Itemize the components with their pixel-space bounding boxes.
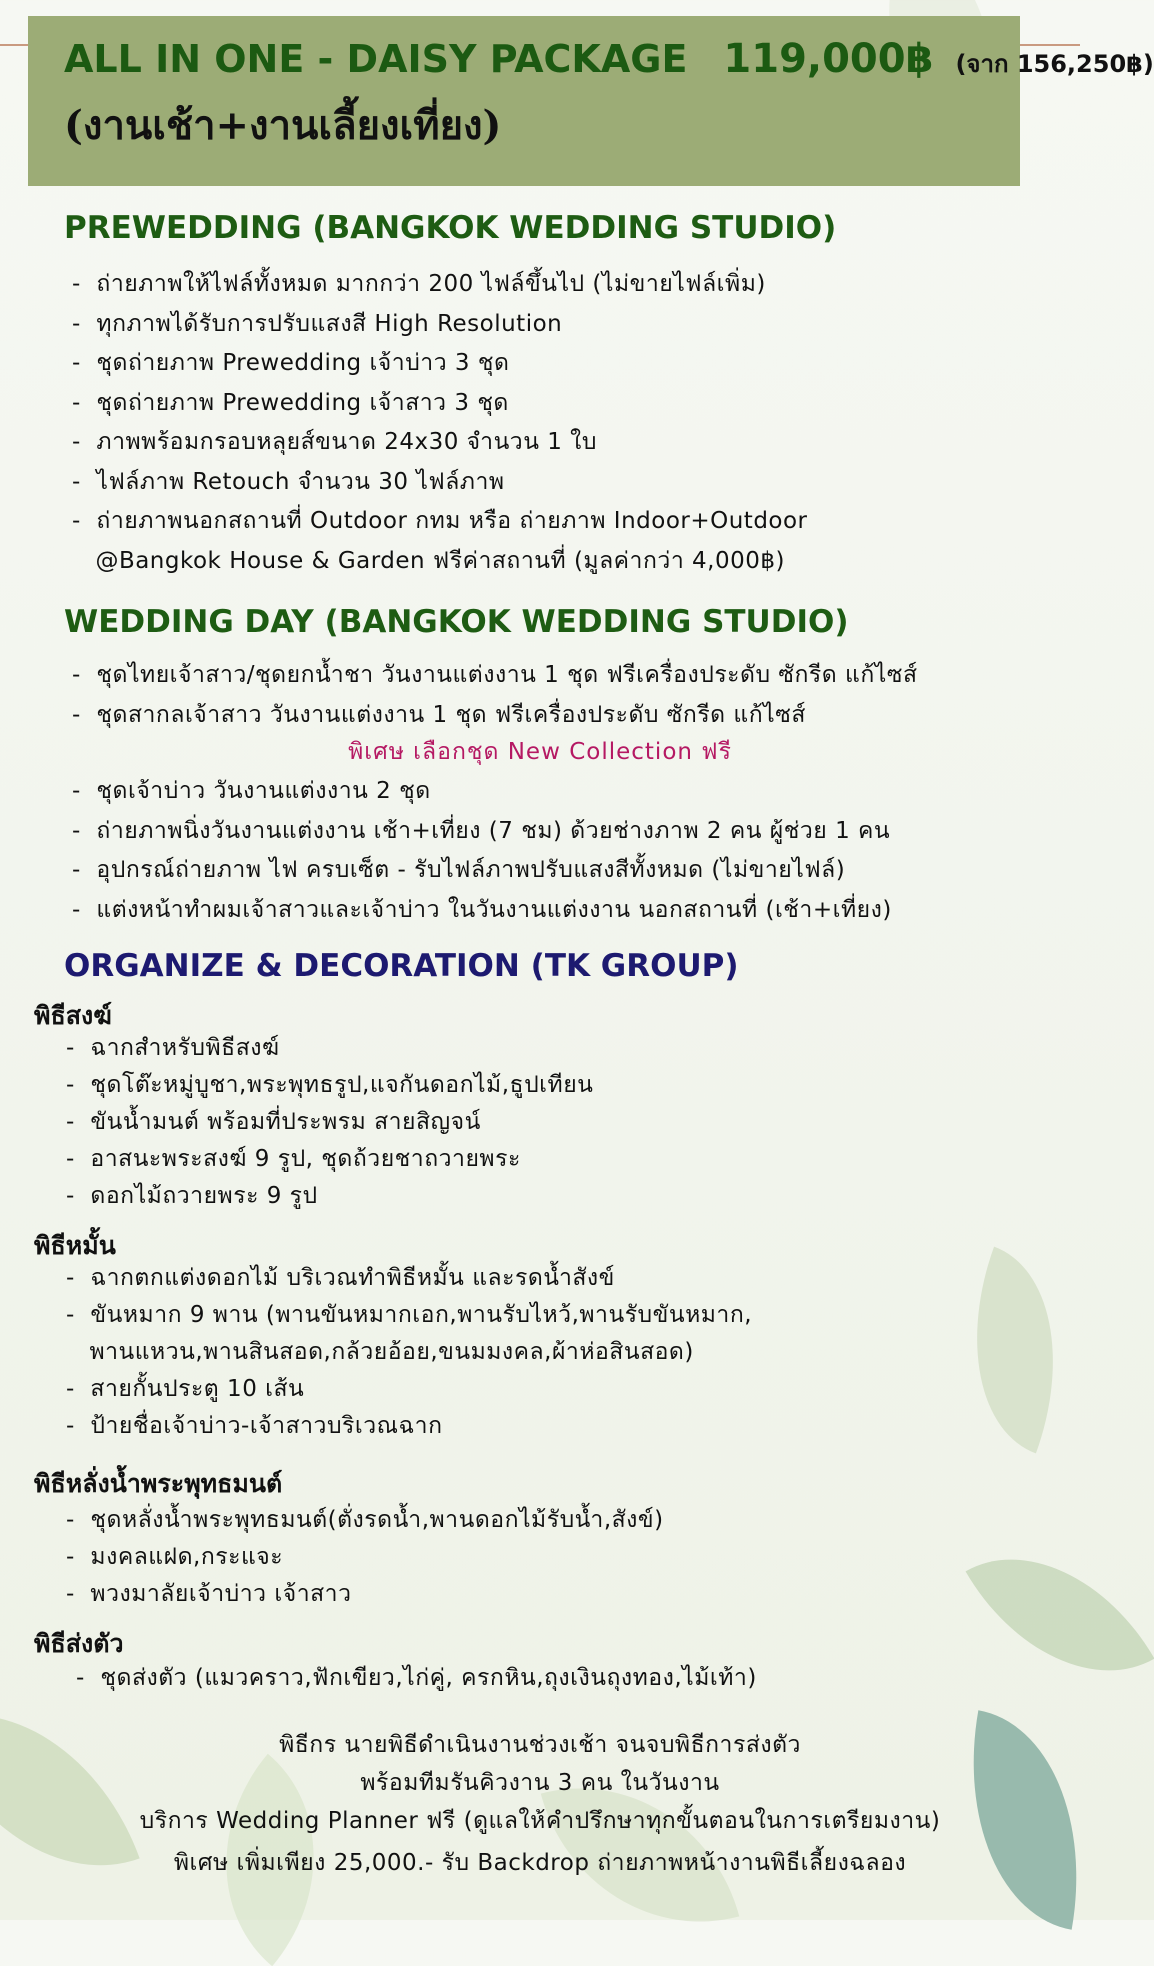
footer-notes bbox=[0, 1726, 1080, 1882]
list-item: - พวงมาลัยเจ้าบ่าว เจ้าสาว bbox=[66, 1576, 664, 1613]
list-item: - ชุดสากลเจ้าสาว วันงานแต่งงาน 1 ชุด ฟรีเครื่องประดับ ซักรีด แก้ไซส์ bbox=[72, 696, 918, 736]
leaf-decoration bbox=[966, 1511, 1154, 1718]
list-item: - ชุดถ่ายภาพ Prewedding เจ้าบ่าว 3 ชุด bbox=[72, 344, 808, 384]
list-item: - ชุดส่งตัว (แมวคราว,ฟักเขียว,ไก่คู่, ครกหิน,ถุงเงินถุงทอง,ไม้เท้า) bbox=[76, 1660, 757, 1697]
footer-line: พิเศษ เพิ่มเพียง 25,000.- รับ Backdrop ถ่ายภาพหน้างานพิธีเลี้ยงฉลอง bbox=[173, 1850, 907, 1876]
package-header bbox=[28, 16, 1154, 186]
ceremony-water-list bbox=[66, 1502, 664, 1613]
list-item-continuation: @Bangkok House & Garden ฟรีค่าสถานที่ (มูลค่ากว่า 4,000฿) bbox=[95, 547, 785, 574]
list-item: - มงคลแฝด,กระแจะ bbox=[66, 1539, 664, 1576]
list-item: - ขันหมาก 9 พาน (พานขันหมากเอก,พานรับไหว้,พานรับขันหมาก, bbox=[66, 1297, 752, 1334]
ceremony-water-heading: พิธีหลั่งน้ำพระพุทธมนต์ bbox=[34, 1469, 283, 1498]
original-price: (จาก 156,250฿) bbox=[955, 50, 1154, 78]
ceremony-engagement-list bbox=[66, 1260, 752, 1445]
footer-line: พร้อมทีมรันคิวงาน 3 คน ในวันงาน bbox=[360, 1770, 720, 1796]
list-item: - ชุดถ่ายภาพ Prewedding เจ้าสาว 3 ชุด bbox=[72, 384, 808, 424]
special-offer-note: พิเศษ เลือกชุด New Collection ฟรี bbox=[348, 739, 732, 765]
list-item: - ถ่ายภาพให้ไฟล์ทั้งหมด มากกว่า 200 ไฟล์ขึ้นไป (ไม่ขายไฟล์เพิ่ม) bbox=[72, 265, 808, 305]
list-item: - ขันน้ำมนต์ พร้อมที่ประพรม สายสิญจน์ bbox=[66, 1104, 593, 1141]
list-item: - อุปกรณ์ถ่ายภาพ ไฟ ครบเซ็ต - รับไฟล์ภาพปรับแสงสีทั้งหมด (ไม่ขายไฟล์) bbox=[72, 851, 892, 891]
list-item: - ชุดโต๊ะหมู่บูชา,พระพุทธรูป,แจกันดอกไม้,ธูปเทียน bbox=[66, 1067, 593, 1104]
footer-line: พิธีกร นายพิธีดำเนินงานช่วงเช้า จนจบพิธีการส่งตัว bbox=[279, 1732, 801, 1758]
list-item: - ชุดหลั่งน้ำพระพุทธมนต์(ตั่งรดน้ำ,พานดอกไม้รับน้ำ,สังข์) bbox=[66, 1502, 664, 1539]
list-item: - ทุกภาพได้รับการปรับแสงสี High Resolution bbox=[72, 305, 808, 345]
wedding-day-list-b bbox=[72, 772, 892, 930]
list-item: - ถ่ายภาพนอกสถานที่ Outdoor กทม หรือ ถ่ายภาพ Indoor+Outdoor bbox=[72, 502, 808, 542]
footer-line: บริการ Wedding Planner ฟรี (ดูแลให้คำปรึกษาทุกขั้นตอนในการเตรียมงาน) bbox=[139, 1808, 941, 1834]
package-subtitle: (งานเช้า+งานเลี้ยงเที่ยง) bbox=[64, 102, 502, 149]
leaf-decoration bbox=[933, 1247, 1098, 1454]
list-item: - ชุดไทยเจ้าสาว/ชุดยกน้ำชา วันงานแต่งงาน 1 ชุด ฟรีเครื่องประดับ ซักรีด แก้ไซส์ bbox=[72, 656, 918, 696]
ceremony-sendoff-list bbox=[76, 1660, 757, 1697]
list-item: - สายกั้นประตู 10 เส้น bbox=[66, 1371, 752, 1408]
list-item: - ฉากสำหรับพิธีสงฆ์ bbox=[66, 1030, 593, 1067]
ceremony-sendoff-heading: พิธีส่งตัว bbox=[34, 1629, 124, 1658]
ceremony-monk-list bbox=[66, 1030, 593, 1215]
organize-heading: ORGANIZE & DECORATION (TK GROUP) bbox=[64, 948, 739, 984]
list-item-continuation: พานแหวน,พานสินสอด,กล้วยอ้อย,ขนมมงคล,ผ้าห่อสินสอด) bbox=[89, 1339, 694, 1365]
ceremony-monk-heading: พิธีสงฆ์ bbox=[34, 1001, 112, 1030]
ceremony-engagement-heading: พิธีหมั้น bbox=[34, 1231, 116, 1260]
list-item: - ป้ายชื่อเจ้าบ่าว-เจ้าสาวบริเวณฉาก bbox=[66, 1408, 752, 1445]
list-item: - อาสนะพระสงฆ์ 9 รูป, ชุดถ้วยชาถวายพระ bbox=[66, 1141, 593, 1178]
list-item: - ภาพพร้อมกรอบหลุยส์ขนาด 24x30 จำนวน 1 ใบ bbox=[72, 423, 808, 463]
prewedding-list bbox=[72, 265, 808, 581]
list-item: - ชุดเจ้าบ่าว วันงานแต่งงาน 2 ชุด bbox=[72, 772, 892, 812]
list-item: - ดอกไม้ถวายพระ 9 รูป bbox=[66, 1178, 593, 1215]
list-item: - ถ่ายภาพนิ่งวันงานแต่งงาน เช้า+เที่ยง (7 ชม) ด้วยช่างภาพ 2 คน ผู้ช่วย 1 คน bbox=[72, 812, 892, 852]
prewedding-heading: PREWEDDING (BANGKOK WEDDING STUDIO) bbox=[64, 210, 837, 246]
package-price: 119,000฿ bbox=[723, 36, 934, 82]
list-item: - แต่งหน้าทำผมเจ้าสาวและเจ้าบ่าว ในวันงานแต่งงาน นอกสถานที่ (เช้า+เที่ยง) bbox=[72, 891, 892, 931]
list-item: - ฉากตกแต่งดอกไม้ บริเวณทำพิธีหมั้น และรดน้ำสังข์ bbox=[66, 1260, 752, 1297]
header-title-row bbox=[64, 36, 1154, 83]
list-item: - ไฟล์ภาพ Retouch จำนวน 30 ไฟล์ภาพ bbox=[72, 463, 808, 503]
package-title: ALL IN ONE - DAISY PACKAGE bbox=[64, 37, 688, 81]
wedding-day-heading: WEDDING DAY (BANGKOK WEDDING STUDIO) bbox=[64, 604, 849, 640]
wedding-day-list-a bbox=[72, 656, 918, 735]
